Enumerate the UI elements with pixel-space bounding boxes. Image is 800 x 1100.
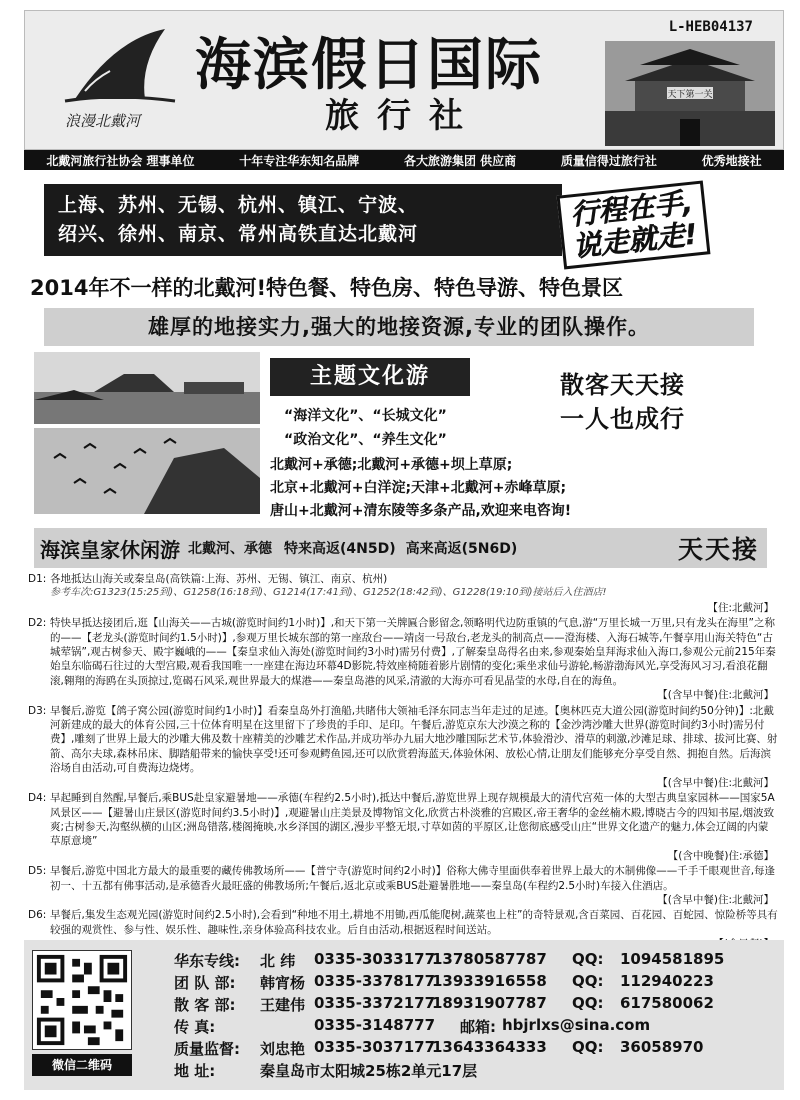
contact-key: 传 真: <box>174 1018 216 1036</box>
contact-row <box>174 972 714 993</box>
membership-bar <box>24 150 784 170</box>
strength-banner: 雄厚的地接实力,强大的地接资源,专业的团队操作。 <box>44 308 754 346</box>
day-stay: 【(含早中餐)住:北戴河】 <box>657 689 774 702</box>
cities-line: 上海、苏州、无锡、杭州、镇江、宁波、 <box>58 194 419 216</box>
contact-key: 质量监督: <box>174 1040 240 1058</box>
contact-row <box>174 994 714 1015</box>
coast-photo <box>34 352 260 424</box>
itinerary-day <box>28 864 778 907</box>
day-label: D2: <box>28 617 47 630</box>
leisure-places: 北戴河、承德 <box>188 541 272 557</box>
culture-line: “海洋文化”、“长城文化” <box>284 408 447 424</box>
route-list <box>270 454 571 523</box>
contact-mobile[interactable]: 18931907787 <box>432 994 547 1012</box>
member-item: 质量信得过旅行社 <box>560 153 657 168</box>
slogan-line: 说走就走! <box>571 217 699 264</box>
itinerary-day <box>28 704 778 790</box>
member-item: 各大旅游集团 供应商 <box>403 153 517 168</box>
contact-phone[interactable]: 0335-3037177 <box>314 1038 436 1056</box>
sailboat-icon <box>55 19 185 109</box>
address: 秦皇岛市太阳城25栋2单元17层 <box>260 1062 478 1080</box>
day-text: 早餐后,集发生态观光园(游览时间约2.5小时),会看到“种地不用土,耕地不用锄,西瓜能爬树,蔬菜也上柱”的奇特景观,含百菜园、百花园、百蛇园、惊险桥等具有较强的观赏性、参与性、娱乐性、趣味性,亲身体验高科技农业。后自由活动,根据返程时间送站。 <box>50 909 778 936</box>
day-stay: 【住:北戴河】 <box>707 601 774 614</box>
member-item: 优秀地接社 <box>701 153 762 168</box>
leisure-title: 海滨皇家休闲游 <box>40 537 180 562</box>
theme-title: 主题文化游 <box>270 358 470 396</box>
daily-service <box>560 368 685 436</box>
contact-qq-key: QQ: <box>572 950 604 968</box>
header <box>24 10 784 150</box>
daily-line: 散客天天接 <box>560 371 685 399</box>
day-label: D1: <box>28 573 47 585</box>
itinerary <box>28 572 778 953</box>
member-item: 十年专注华东知名品牌 <box>239 153 360 168</box>
cities-line: 绍兴、徐州、南京、常州高铁直达北戴河 <box>58 223 419 245</box>
contact-phone[interactable]: 0335-3372177 <box>314 994 436 1012</box>
day-ref: 参考车次:G1323(15:25到)、G1258(16:18到)、G1214(17:41到)、G1252(18:42到)、G1228(19:10到)接站后入住酒店! <box>50 587 607 599</box>
itinerary-day <box>28 791 778 863</box>
contact-key: 散 客 部: <box>174 996 236 1014</box>
gate-plaque: 天下第一关 <box>667 90 713 100</box>
logo-script: 浪漫北戴河 <box>65 112 141 130</box>
email-address[interactable]: hbjrlxs@sina.com <box>502 1016 651 1034</box>
leisure-tour-bar <box>34 528 767 568</box>
contact-row <box>174 1016 650 1037</box>
day-stay: 【(含早中餐)住:北戴河】 <box>657 893 774 906</box>
culture-line: “政治文化”、“养生文化” <box>284 432 447 448</box>
cities-banner <box>44 184 562 256</box>
contact-qq[interactable]: 112940223 <box>620 972 714 990</box>
contact-name <box>260 1016 314 1037</box>
day-label: D5: <box>28 865 47 878</box>
daily-line: 一人也成行 <box>560 405 685 433</box>
contact-mobile[interactable]: 13780587787 <box>432 950 547 968</box>
day-label: D6: <box>28 909 47 922</box>
contact-row <box>174 1060 477 1081</box>
culture-list <box>284 404 447 452</box>
member-item: 北戴河旅行社协会 理事单位 <box>46 153 195 168</box>
contact-name: 北 纬 <box>260 952 296 970</box>
contact-row <box>174 950 724 971</box>
day-stay: 【(含早中餐)住:北戴河】 <box>657 776 774 789</box>
day-text: 特快早抵达接团后,逛【山海关——古城(游览时间约1小时)】,和天下第一关牌匾合影留念,领略明代边防重镇的气息,游“万里长城一万里,只有龙头在海里”之称的——【老龙头(游览时间约1.5小时)】,参观万里长城东部的第一座敌台——靖卤一号敌台,老龙头的制高点——澄海楼、入海石城等,午餐享用山海关特色“古城荤锅”,观古树参天、殿宇巍峨的——【秦皇求仙入海处(游览时间约3小时)需另付费】,了解秦皇岛得名由来,参观秦始皇拜海求仙入海口,参观公元前215年秦始皇东临碣石往过的大型宫殿,观看我国唯一一座建在海边环幕4D影院,特效座椅随着影片剧情的变化;乘坐求仙号游轮,畅游渤海风光,享受海风习习,看浪花翻滚,翱翔的海鸥在头顶掠过,览碣石风采,观世界最大的煤港——秦皇岛港的风采,清澈的大海亦可看见晶莹的水母,自在的海鱼。 <box>50 617 776 687</box>
day-text: 早餐后,游览【鸽子窝公园(游览时间约1小时)】看秦皇岛外打渔船,共睹伟大领袖毛泽东同志当年走过的足迹。【奥林匹克大道公园(游览时间约50分钟)】:北戴河新建成的最大的体育公园,三十位体育明星在这里留下了珍贵的手印、足印。午餐后,游览京东大沙漠之称的【金沙湾沙雕大世界(游览时间约3小时)需另付费】,雕刻了世界上最大的沙雕大佛及数十座精美的沙雕艺术作品,并成功举办九届大地沙雕国际艺术节,体验滑沙、滑草的刺激,沙滩足球、排球、拔河比赛、射箭、高尔夫球,森林吊床、脚踏船带来的愉快享受!还可参观鳄鱼园,还可以欣赏碧海蓝天,体验休闲、放松心情,让朋友们能够充分享受自然、拥抱自然。后海滨浴场自由活动,可自费海边烧烤。 <box>50 704 778 775</box>
contact-phone[interactable]: 0335-3033177 <box>314 950 436 968</box>
email-key: 邮箱: <box>460 1018 496 1036</box>
route-item: 北京+北戴河+白洋淀;天津+北戴河+赤峰草原; <box>270 480 567 496</box>
contact-qq-key: QQ: <box>572 994 604 1012</box>
agency-subtitle: 旅行社 <box>325 96 481 136</box>
day-text: 早餐后,游览中国北方最大的最重要的藏传佛教场所——【普宁寺(游览时间约2小时)】俗称大佛寺里面供奉着世界上最大的木制佛像——千手千眼观世音,每逢初一、十五都有佛事活动,是承德香火最旺盛的佛教场所;午餐后,返北京或乘BUS赴避暑胜地——秦皇岛(车程约2.5小时)车接入住酒店。 <box>50 865 776 892</box>
leisure-daily: 天天接 <box>677 535 759 564</box>
day-stay: 【(含中晚餐)住:承德】 <box>667 849 774 862</box>
contact-qq-key: QQ: <box>572 1038 604 1056</box>
contact-qq[interactable]: 1094581895 <box>620 950 725 968</box>
fax-number[interactable]: 0335-3148777 <box>314 1016 436 1034</box>
route-item: 唐山+北戴河+清东陵等多条产品,欢迎来电咨询! <box>270 503 572 519</box>
contact-qq[interactable]: 617580062 <box>620 994 714 1012</box>
day-text: 早起睡到自然醒,早餐后,乘BUS赴皇家避暑地——承德(车程约2.5小时),抵达中餐后,游览世界上现存规模最大的清代宫苑一体的大型古典皇家园林——国家5A风景区——【避暑山庄景区(游览时间约3.5小时)】,观避暑山庄美景及博物馆文化,欣赏古朴淡雅的宫殿区,帝王奢华的金丝楠木殿,博晓古今的四知书屋,烟波致爽;古树参天,沟壑纵横的山区;洲岛错落,楼阁掩映,水乡泽国的湖区,漫步平整无垠,寸草如茵的平原区,让您彻底感受山庄“世界文化遗产的魅力,体会辽阔的内蒙草原意境” <box>50 792 775 848</box>
contact-key: 地 址: <box>174 1062 216 1080</box>
contact-name: 刘忠艳 <box>260 1040 306 1058</box>
qr-label: 微信二维码 <box>32 1054 132 1076</box>
leisure-high: 高来高返(5N6D) <box>405 541 518 557</box>
seagull-photo <box>34 428 260 514</box>
day-label: D3: <box>28 704 47 717</box>
contact-name: 韩宵杨 <box>260 974 306 992</box>
contact-qq[interactable]: 36058970 <box>620 1038 704 1056</box>
leisure-special: 特来高返(4N5D) <box>284 541 396 557</box>
contact-row <box>174 1038 704 1059</box>
agency-name: 海滨假日国际 <box>195 32 543 98</box>
contact-qq-key: QQ: <box>572 972 604 990</box>
itinerary-day <box>28 616 778 702</box>
contact-name: 王建伟 <box>260 996 306 1014</box>
gate-tower-image <box>605 41 775 146</box>
slogan-line: 行程在手, <box>568 185 695 232</box>
license-code: L-HEB04137 <box>668 19 753 35</box>
contact-key: 华东专线: <box>174 952 240 970</box>
contact-mobile[interactable]: 13933916558 <box>432 972 547 990</box>
day-text: 各地抵达山海关或秦皇岛(高铁篇:上海、苏州、无锡、镇江、南京、杭州) <box>50 573 388 585</box>
logo <box>55 19 185 139</box>
qr-code-icon[interactable] <box>32 950 132 1050</box>
contact-mobile[interactable]: 13643364333 <box>432 1038 547 1056</box>
route-item: 北戴河+承德;北戴河+承德+坝上草原; <box>270 457 513 473</box>
contact-phone[interactable]: 0335-3378177 <box>314 972 436 990</box>
day-label: D4: <box>28 792 47 805</box>
contact-panel <box>24 940 784 1090</box>
contact-key: 团 队 部: <box>174 974 236 992</box>
slogan <box>557 181 711 270</box>
itinerary-day <box>28 572 778 615</box>
headline: 2014年不一样的北戴河!特色餐、特色房、特色导游、特色景区 <box>30 276 624 300</box>
